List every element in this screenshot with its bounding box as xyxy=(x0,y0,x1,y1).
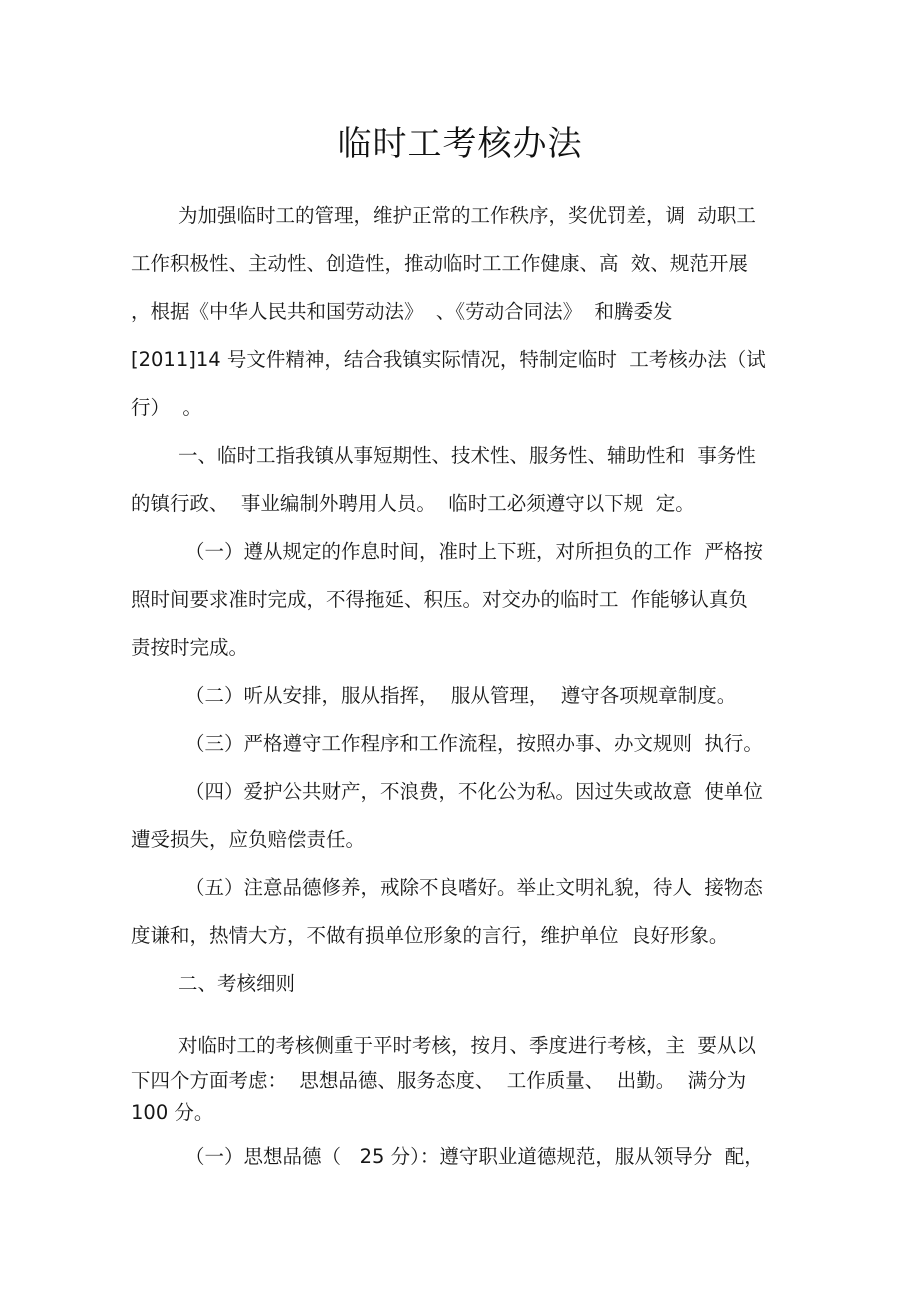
paragraph-line: （一）遵从规定的作息时间，准时上下班，对所担负的工作 严格按 xyxy=(185,540,763,563)
paragraph-line: 一、临时工指我镇从事短期性、技术性、服务性、辅助性和 事务性 xyxy=(178,444,756,467)
paragraph-line: （四）爱护公共财产，不浪费，不化公为私。因过失或故意 使单位 xyxy=(185,780,763,803)
paragraph-line: （一）思想品德（ 25 分）：遵守职业道德规范，服从领导分 配， xyxy=(185,1145,764,1168)
document-title: 临时工考核办法 xyxy=(337,124,583,164)
paragraph-line: 工作积极性、主动性、创造性，推动临时工工作健康、高 效、规范开展 xyxy=(131,252,748,275)
paragraph-line: （五）注意品德修养，戒除不良嗜好。举止文明礼貌，待人 接物态 xyxy=(185,876,763,899)
paragraph-line: ，根据《中华人民共和国劳动法》 、《劳动合同法》 和腾委发 xyxy=(131,300,673,323)
paragraph-line: 责按时完成。 xyxy=(131,636,249,659)
paragraph-line: （二）听从安排，服从指挥， 服从管理， 遵守各项规章制度。 xyxy=(185,684,737,707)
paragraph-line: 度谦和，热情大方，不做有损单位形象的言行，维护单位 良好形象。 xyxy=(131,924,729,947)
paragraph-line: 对临时工的考核侧重于平时考核，按月、季度进行考核，主 要从以 xyxy=(178,1034,756,1057)
paragraph-line: [2011]14 号文件精神，结合我镇实际情况，特制定临时 工考核办法（试 xyxy=(131,348,766,371)
paragraph-line: 为加强临时工的管理，维护正常的工作秩序，奖优罚差，调 动职工 xyxy=(178,204,756,227)
section-heading: 二、考核细则 xyxy=(178,972,296,995)
paragraph-line: 下四个方面考虑： 思想品德、服务态度、 工作质量、 出勤。 满分为 xyxy=(131,1069,747,1092)
paragraph-line: 照时间要求准时完成，不得拖延、积压。对交办的临时工 作能够认真负 xyxy=(131,588,748,611)
paragraph-line: 遭受损失，应负赔偿责任。 xyxy=(131,828,366,851)
paragraph-line: 行） 。 xyxy=(131,396,202,419)
paragraph-line: （三）严格遵守工作程序和工作流程，按照办事、办文规则 执行。 xyxy=(185,732,763,755)
paragraph-line: 的镇行政、 事业编制外聘用人员。 临时工必须遵守以下规 定。 xyxy=(131,492,695,515)
paragraph-line: 100 分。 xyxy=(131,1101,214,1124)
